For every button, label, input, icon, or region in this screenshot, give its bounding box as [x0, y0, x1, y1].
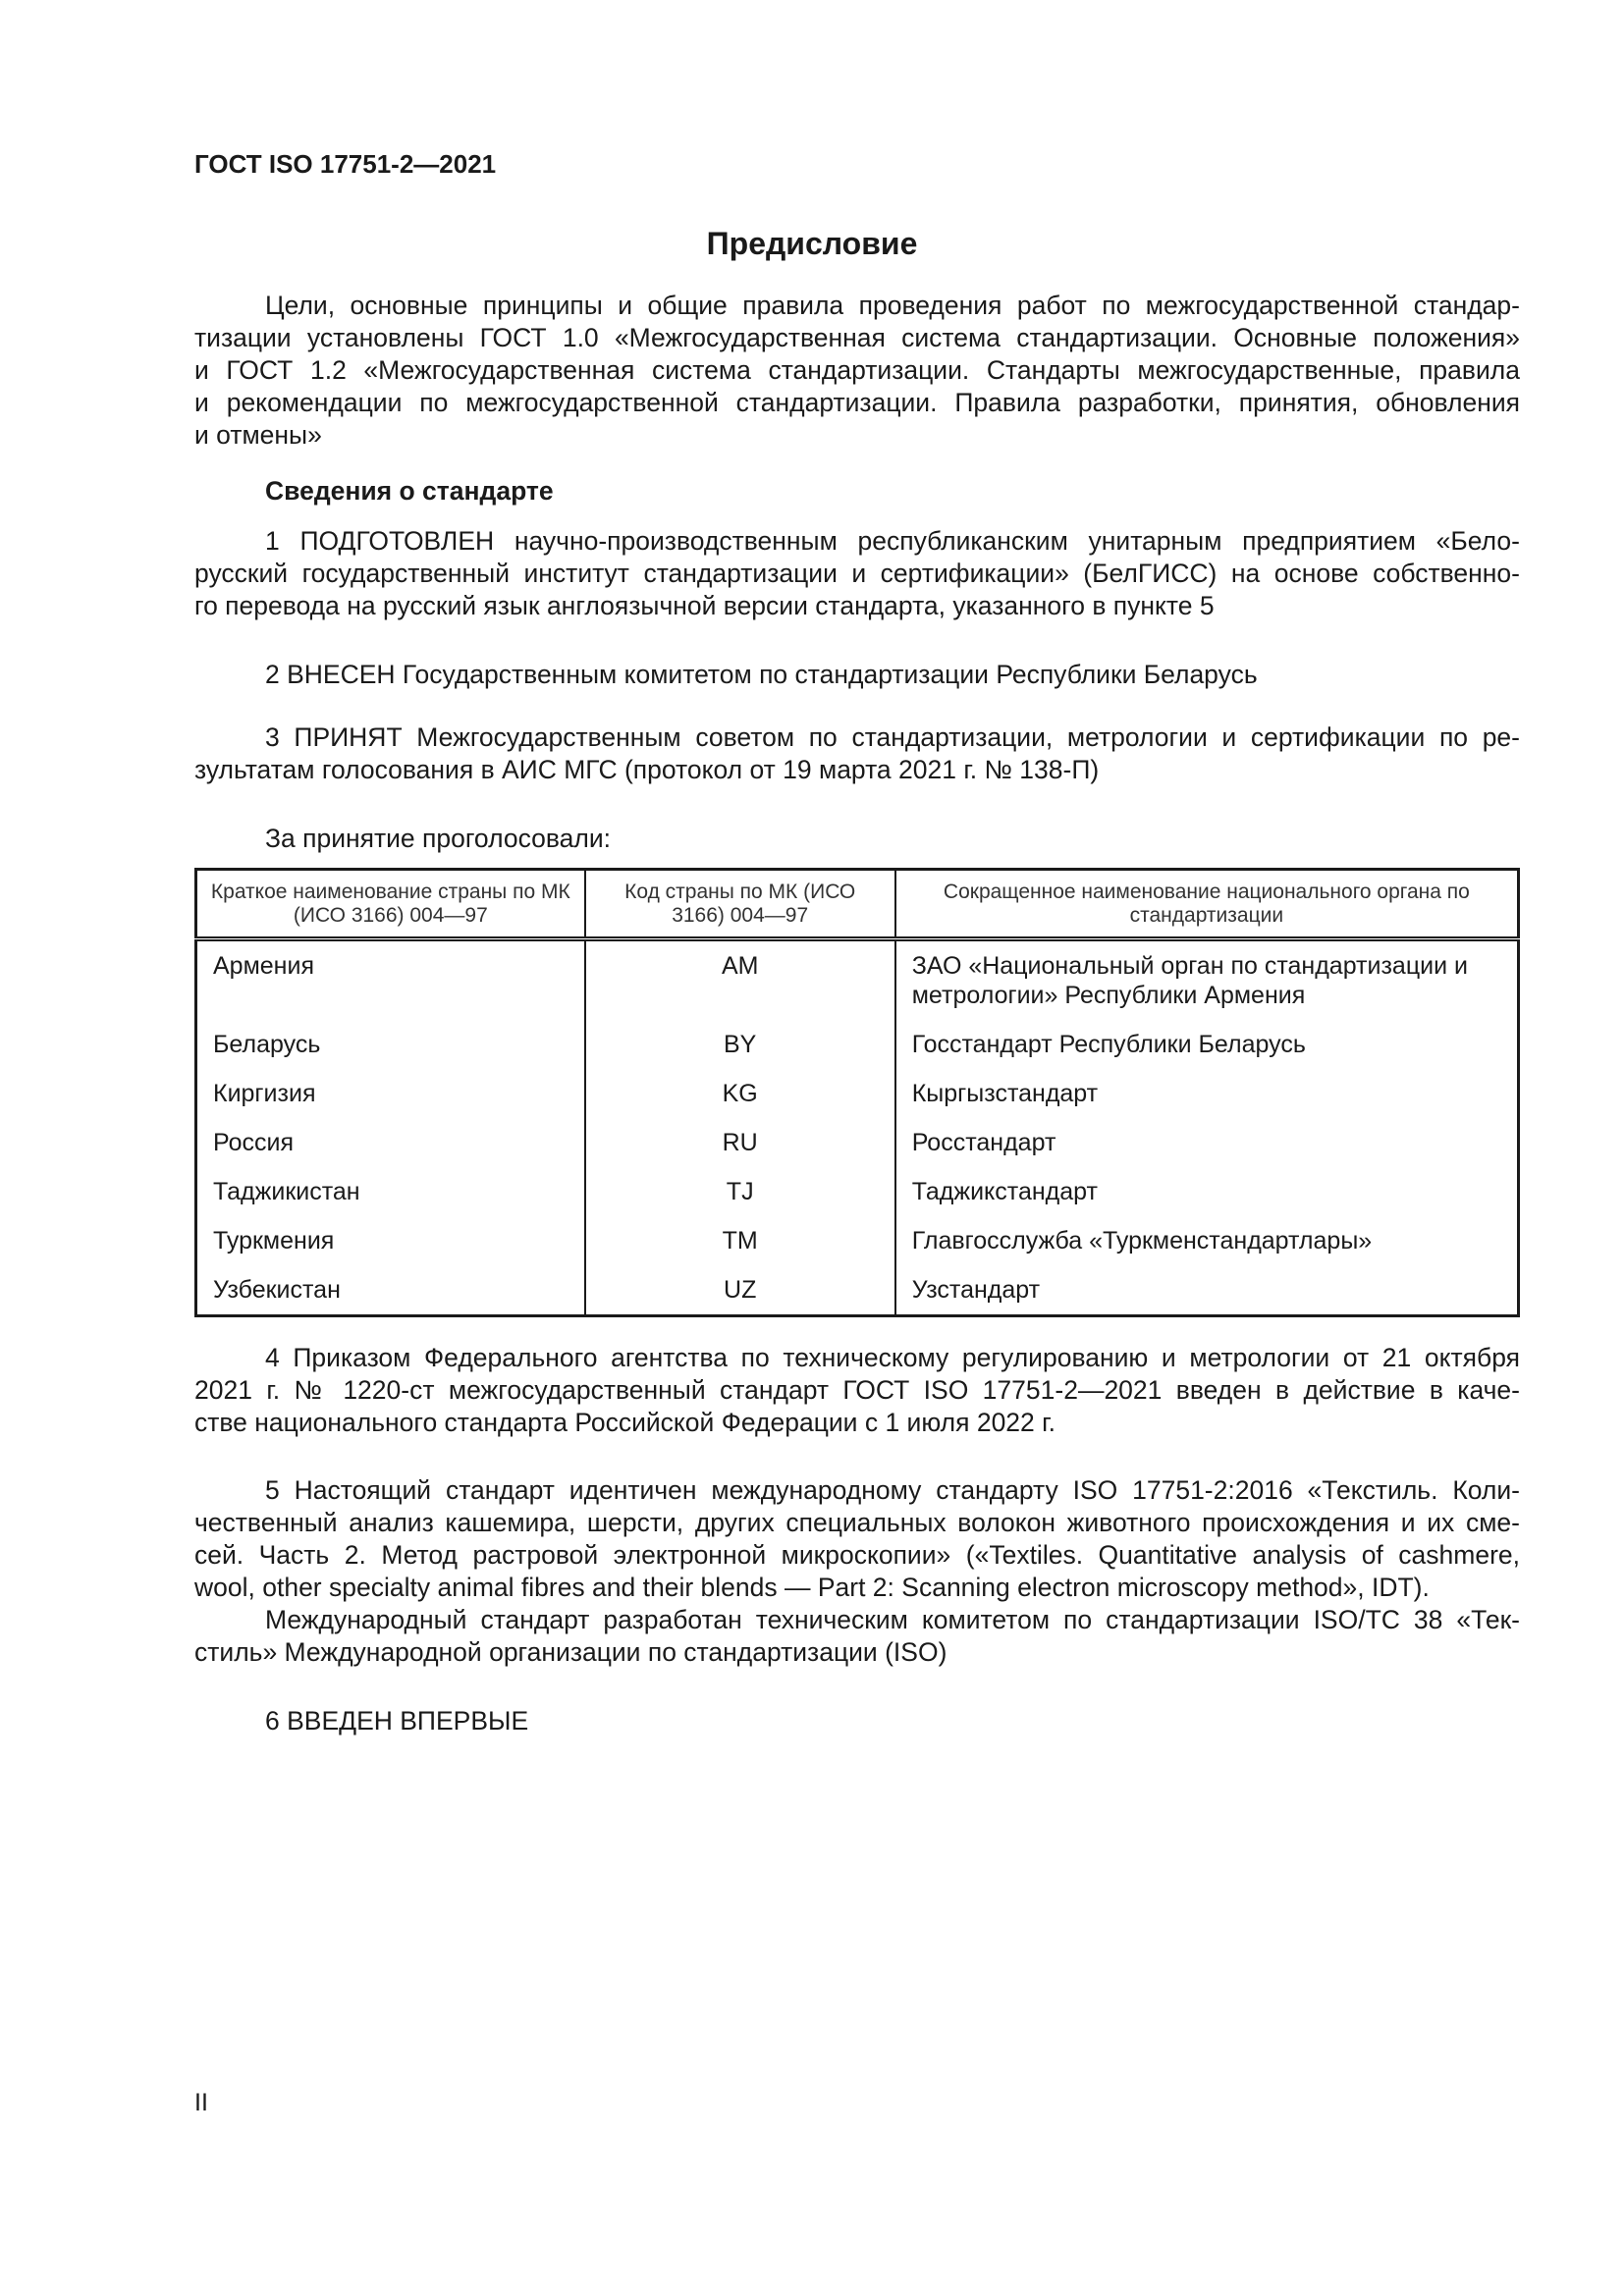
col-header-country: Краткое наименование страны по МК (ИСО 3166) 004—97	[196, 870, 585, 939]
text-line: Цели, основные принципы и общие правила проведения работ по межгосударственной стандар-	[265, 291, 1520, 320]
item-3	[194, 721, 1520, 786]
col-header-body: Сокращенное наименование национального органа по стандартизации	[895, 870, 1519, 939]
text-line: и ГОСТ 1.2 «Межгосударственная система стандартизации. Стандарты межгосударственные, правила	[194, 355, 1520, 385]
item-1	[194, 525, 1520, 622]
item-2	[194, 659, 1520, 691]
item-5-note	[194, 1604, 1520, 1669]
cell-body: Главгосслужба «Туркменстандартлары»	[895, 1216, 1519, 1265]
text-line: 4 Приказом Федерального агентства по техническому регулированию и метрологии от 21 октября	[265, 1343, 1520, 1372]
vote-label: За принятие проголосовали:	[265, 824, 612, 853]
cell-code: RU	[585, 1118, 895, 1167]
cell-body: ЗАО «Национальный орган по стандартизации и метрологии» Республики Армения	[895, 939, 1519, 1021]
text-line: го перевода на русский язык англоязычной версии стандарта, указанного в пункте 5	[194, 591, 1215, 620]
document-header: ГОСТ ISO 17751-2—2021	[194, 149, 497, 179]
text-line: зультатам голосования в АИС МГС (протокол от 19 марта 2021 г. № 138-П)	[194, 755, 1100, 784]
table-row	[196, 1020, 1519, 1069]
cell-code: AM	[585, 939, 895, 1021]
cell-country: Киргизия	[213, 1080, 316, 1107]
page-title: Предисловие	[706, 226, 918, 261]
text-line: сей. Часть 2. Метод растровой электронной микроскопии» («Textiles. Quantitative analysis of cashmere,	[194, 1540, 1520, 1570]
cell-country: Туркмения	[213, 1227, 335, 1255]
cell-body: Узстандарт	[895, 1265, 1519, 1316]
text-line: и отмены»	[194, 420, 322, 450]
cell-body: Росстандарт	[895, 1118, 1519, 1167]
voting-table	[194, 868, 1520, 1317]
page-number: II	[194, 2089, 208, 2116]
cell-body: Кыргызстандарт	[895, 1069, 1519, 1118]
cell-country: Таджикистан	[213, 1178, 360, 1205]
text-line: 2021 г. № 1220-ст межгосударственный стандарт ГОСТ ISO 17751-2—2021 введен в действие в каче-	[194, 1375, 1520, 1405]
text-line: и рекомендации по межгосударственной стандартизации. Правила разработки, принятия, обновления	[194, 388, 1520, 417]
text-line: 5 Настоящий стандарт идентичен международному стандарту ISO 17751-2:2016 «Текстиль. Коли-	[265, 1475, 1520, 1505]
text-line: wool, other specialty animal fibres and their blends — Part 2: Scanning electron microscopy method», IDT).	[194, 1573, 1430, 1602]
cell-body: Госстандарт Республики Беларусь	[895, 1020, 1519, 1069]
text-line: стве национального стандарта Российской Федерации с 1 июля 2022 г.	[194, 1408, 1056, 1437]
text-line: 6 ВВЕДЕН ВПЕРВЫЕ	[265, 1706, 529, 1735]
text-line: тизации установлены ГОСТ 1.0 «Межгосударственная система стандартизации. Основные положения»	[194, 323, 1520, 352]
table-row	[196, 1118, 1519, 1167]
text-line: 3 ПРИНЯТ Межгосударственным советом по стандартизации, метрологии и сертификации по ре-	[265, 722, 1520, 752]
table-row	[196, 1167, 1519, 1216]
text-line: 1 ПОДГОТОВЛЕН научно-производственным республиканским унитарным предприятием «Бело-	[265, 526, 1520, 556]
cell-country: Россия	[213, 1129, 294, 1156]
item-5	[194, 1474, 1520, 1604]
cell-body: Таджикстандарт	[895, 1167, 1519, 1216]
col-header-code: Код страны по МК (ИСО 3166) 004—97	[585, 870, 895, 939]
intro-paragraph	[194, 290, 1520, 452]
cell-code: BY	[585, 1020, 895, 1069]
table-row	[196, 1069, 1519, 1118]
cell-country: Беларусь	[213, 1031, 321, 1058]
cell-code: TM	[585, 1216, 895, 1265]
item-6	[194, 1705, 1520, 1737]
table-row	[196, 1216, 1519, 1265]
cell-country: Армения	[213, 952, 314, 980]
cell-code: UZ	[585, 1265, 895, 1316]
text-line: стиль» Международной организации по стандартизации (ISO)	[194, 1637, 947, 1667]
table-row	[196, 939, 1519, 1021]
cell-country: Узбекистан	[213, 1276, 341, 1304]
table-row	[196, 1265, 1519, 1316]
cell-code: TJ	[585, 1167, 895, 1216]
item-4	[194, 1342, 1520, 1439]
text-line: русский государственный институт стандартизации и сертификации» (БелГИСС) на основе собственно-	[194, 559, 1520, 588]
text-line: Международный стандарт разработан техническим комитетом по стандартизации ISO/TC 38 «Тек-	[265, 1605, 1520, 1634]
text-line: 2 ВНЕСЕН Государственным комитетом по стандартизации Республики Беларусь	[265, 660, 1258, 689]
text-line: чественный анализ кашемира, шерсти, других специальных волокон животного происхождения и их сме-	[194, 1508, 1520, 1537]
cell-code: KG	[585, 1069, 895, 1118]
section-heading: Сведения о стандарте	[265, 476, 554, 506]
